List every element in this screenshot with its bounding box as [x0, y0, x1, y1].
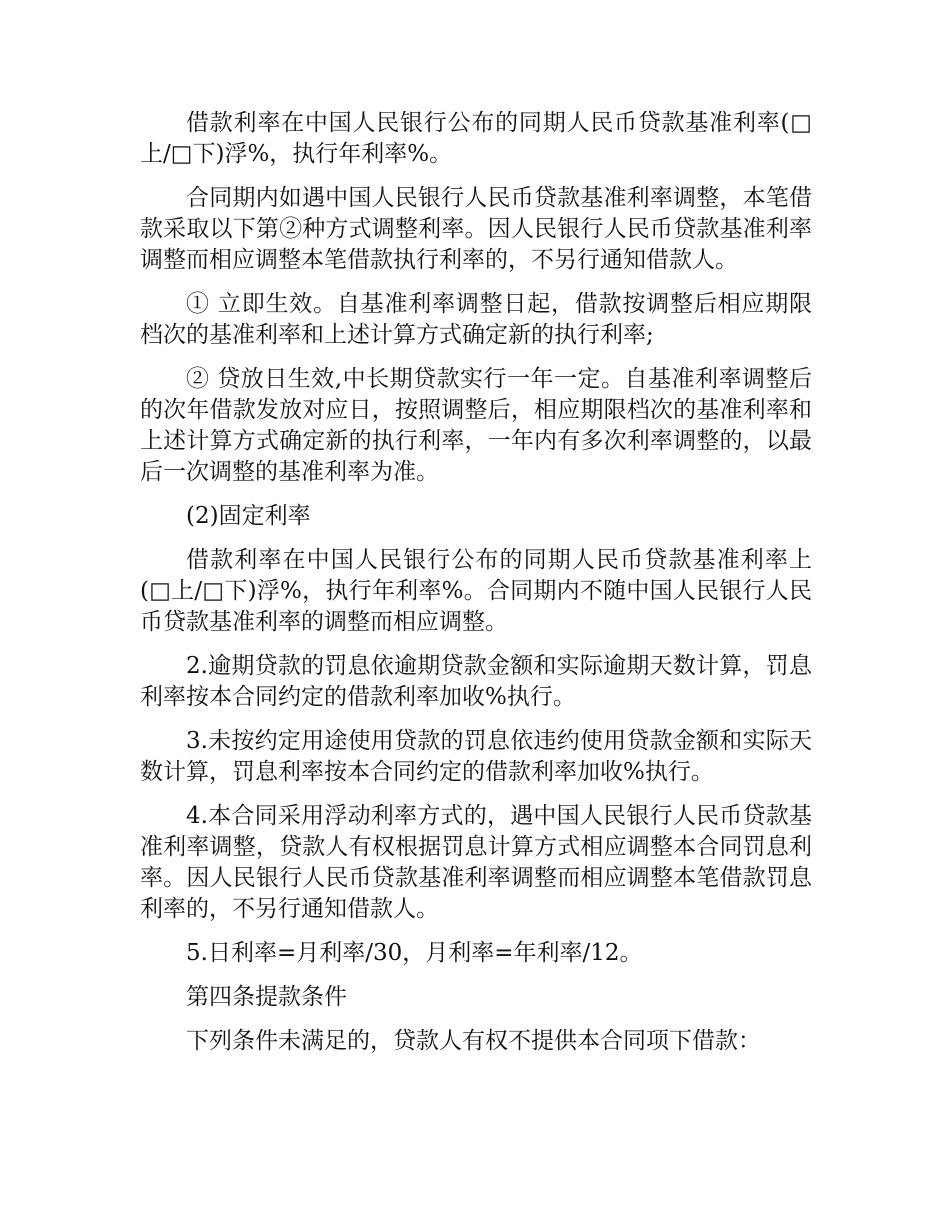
paragraph-option-annual: ② 贷放日生效,中长期贷款实行一年一定。自基准利率调整后的次年借款发放对应日，按照调整后，相应期限档次的基准利率和上述计算方式确定新的执行利率，一年内有多次利率调整的，以最后一次调整的基准利率为准。 — [140, 366, 812, 485]
paragraph-floating-rate-terms: 借款利率在中国人民银行公布的同期人民币贷款基准利率(□上/□下)浮%，执行年利率%。 — [140, 110, 812, 167]
heading-fixed-rate: (2)固定利率 — [186, 503, 311, 529]
paragraph-fixed-rate-terms: 借款利率在中国人民银行公布的同期人民币贷款基准利率上(□上/□下)浮%，执行年利率%。合同期内不随中国人民银行人民币贷款基准利率的调整而相应调整。 — [140, 547, 812, 635]
paragraph-overdue-penalty: 2.逾期贷款的罚息依逾期贷款金额和实际逾期天数计算，罚息利率按本合同约定的借款利率加收%执行。 — [140, 653, 812, 710]
paragraph-rate-adjustment: 合同期内如遇中国人民银行人民币贷款基准利率调整，本笔借款采取以下第②种方式调整利率。因人民银行人民币贷款基准利率调整而相应调整本笔借款执行利率的，不另行通知借款人。 — [140, 185, 812, 273]
paragraph-drawdown-conditions: 下列条件未满足的，贷款人有权不提供本合同项下借款： — [186, 1028, 761, 1054]
paragraph-option-immediate: ① 立即生效。自基准利率调整日起，借款按调整后相应期限档次的基准利率和上述计算方式确定新的执行利率; — [140, 291, 812, 348]
paragraph-daily-rate: 5.日利率=月利率/30，月利率=年利率/12。 — [186, 940, 643, 966]
document-body — [140, 108, 812, 1070]
paragraph-penalty-adjustment: 4.本合同采用浮动利率方式的，遇中国人民银行人民币贷款基准利率调整，贷款人有权根据罚息计算方式相应调整本合同罚息利率。因人民银行人民币贷款基准利率调整而相应调整本笔借款罚息利率的，不另行通知借款人。 — [140, 803, 812, 922]
heading-article-four: 第四条提款条件 — [186, 984, 347, 1010]
paragraph-misuse-penalty: 3.未按约定用途使用贷款的罚息依违约使用贷款金额和实际天数计算，罚息利率按本合同约定的借款利率加收%执行。 — [140, 728, 812, 785]
